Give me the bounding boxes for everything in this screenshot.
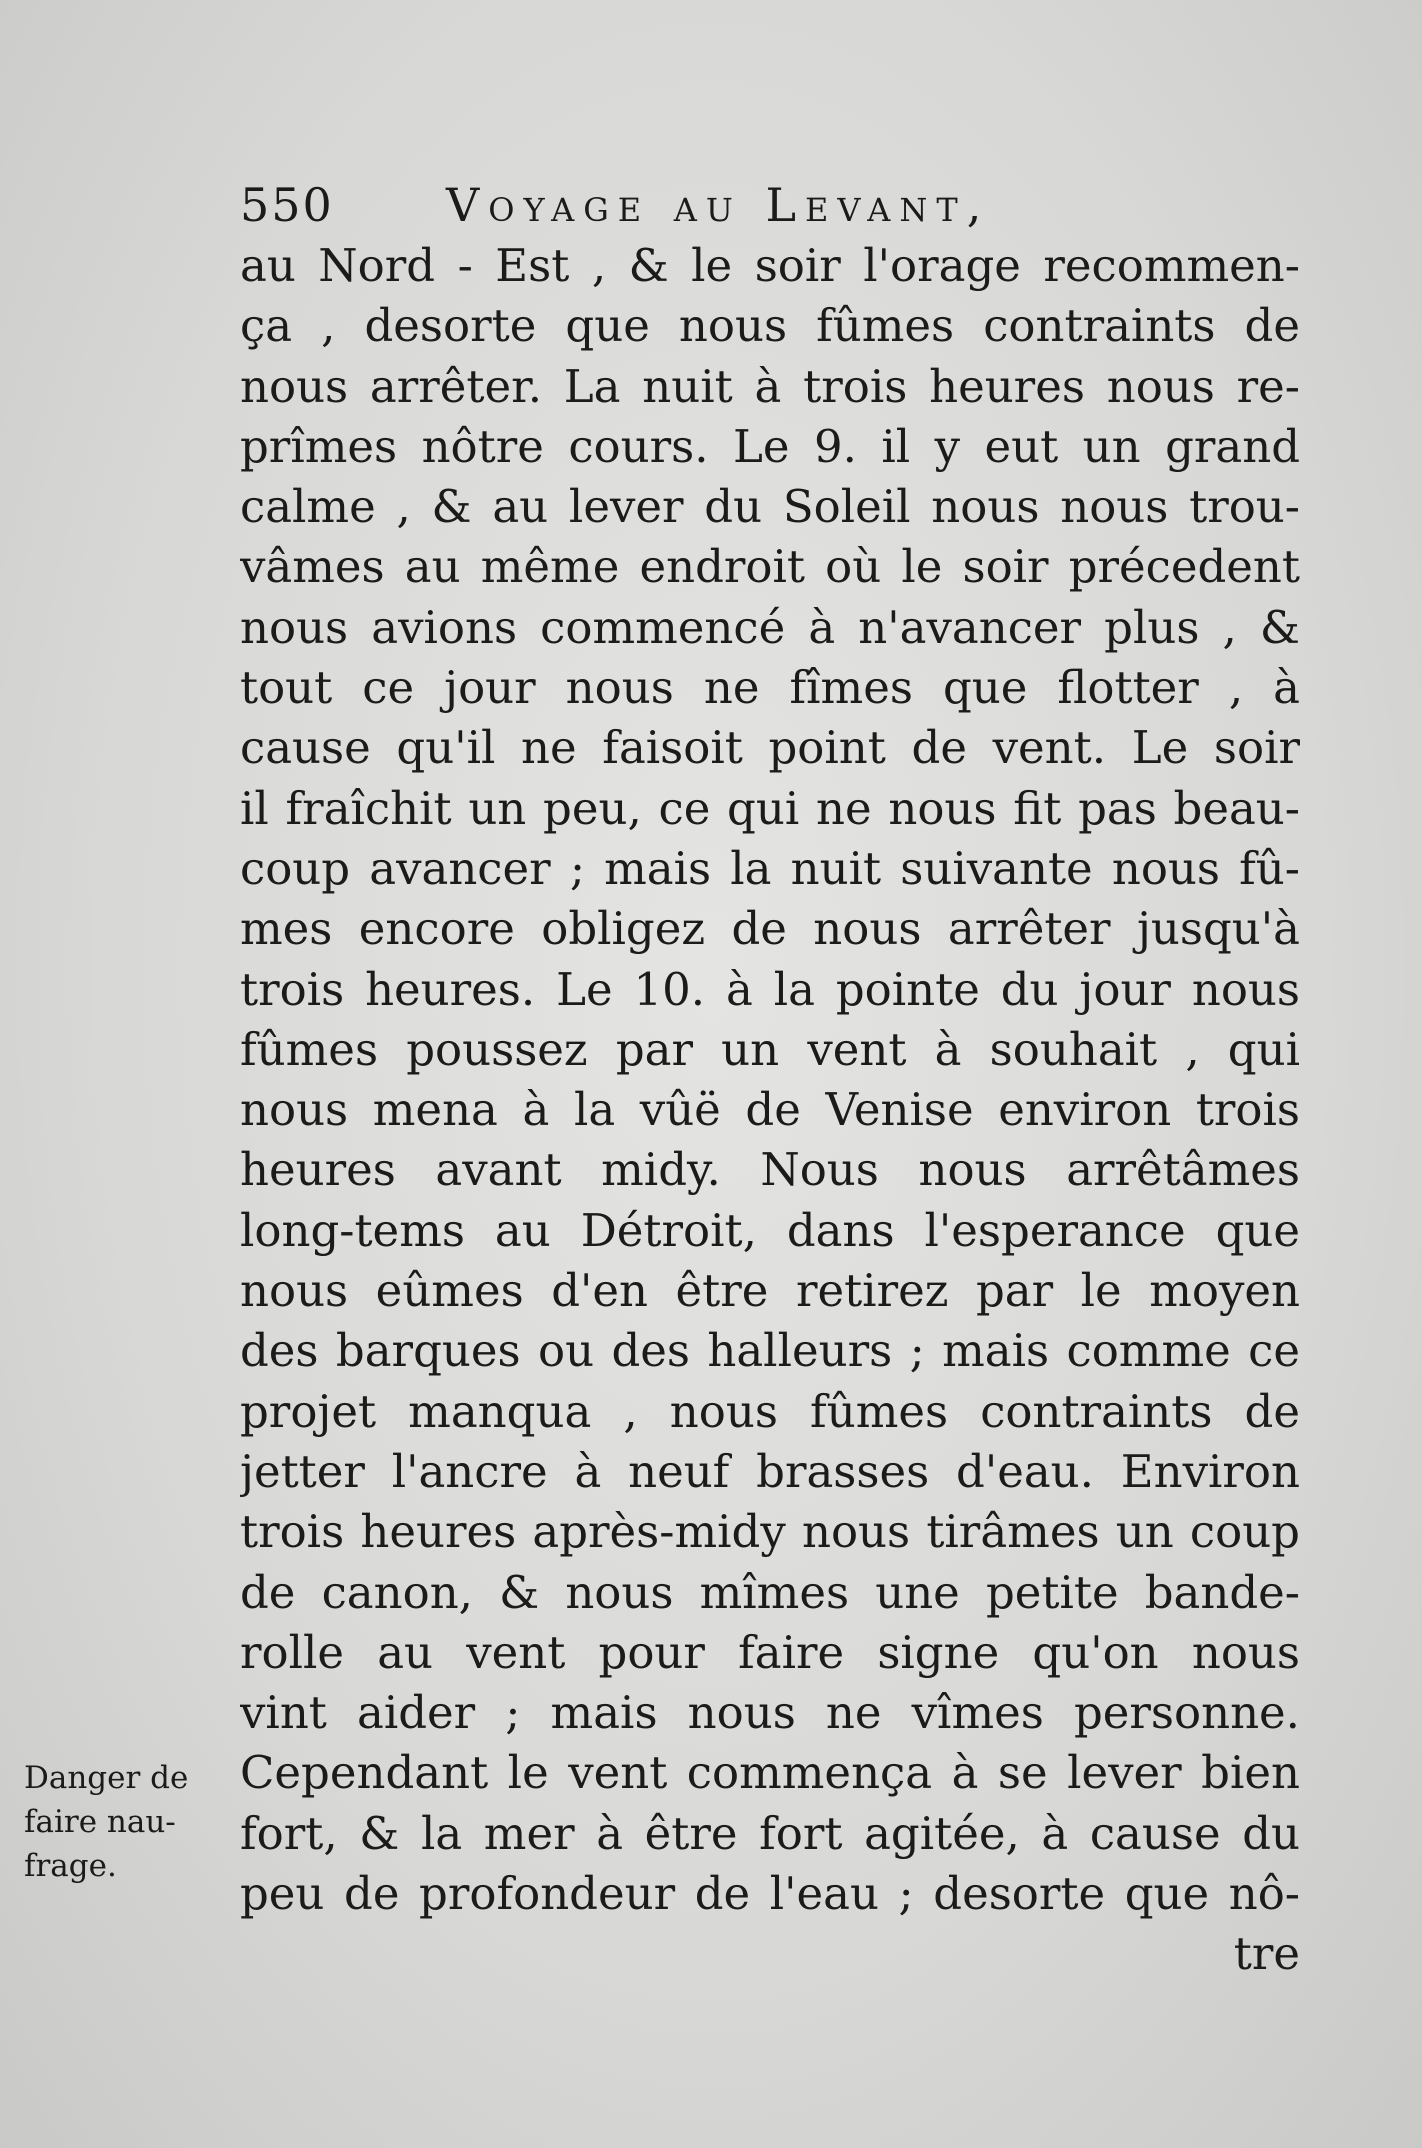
text-line: prîmes nôtre cours. Le 9. il y eut un grand [240, 419, 1300, 473]
text-line: fûmes poussez par un vent à souhait , qui [240, 1022, 1300, 1076]
text-line: vint aider ; mais nous ne vîmes personne. [240, 1686, 1300, 1740]
text-line: mes encore obligez de nous arrêter jusqu'à [240, 902, 1300, 956]
text-line: long-tems au Détroit, dans l'esperance que [240, 1203, 1300, 1257]
text-line: calme , & au lever du Soleil nous nous trou- [240, 480, 1300, 534]
text-line: projet manqua , nous fûmes contraints de [240, 1384, 1300, 1438]
text-line: trois heures. Le 10. à la pointe du jour nous [240, 962, 1300, 1016]
text-line: rolle au vent pour faire signe qu'on nous [240, 1625, 1300, 1679]
margin-note-line: frage. [24, 1848, 117, 1884]
text-line: ça , desorte que nous fûmes contraints de [240, 299, 1300, 353]
text-line: nous avions commencé à n'avancer plus , & [240, 600, 1300, 654]
margin-note-line: Danger de [24, 1760, 189, 1796]
text-line: fort, & la mer à être fort agitée, à cause du [240, 1806, 1300, 1860]
text-line: nous mena à la vûë de Venise environ trois [240, 1083, 1300, 1137]
text-line: au Nord - Est , & le soir l'orage recommen- [240, 239, 1300, 292]
text-line: il fraîchit un peu, ce qui ne nous fit pas beau- [240, 781, 1300, 835]
text-line: jetter l'ancre à neuf brasses d'eau. Environ [240, 1444, 1300, 1498]
text-line: trois heures après-midy nous tirâmes un coup [240, 1505, 1300, 1559]
text-line: nous eûmes d'en être retirez par le moyen [240, 1264, 1300, 1318]
margin-note-line: faire nau- [24, 1804, 176, 1840]
body-text [240, 236, 1300, 1985]
text-line: des barques ou des halleurs ; mais comme ce [240, 1324, 1300, 1378]
running-title: Voyage au Levant, [446, 178, 991, 232]
text-line: Cependant le vent commença à se lever bien [240, 1746, 1300, 1800]
text-line: coup avancer ; mais la nuit suivante nous fû- [240, 841, 1300, 895]
page-number: 550 [240, 178, 334, 232]
text-line: tout ce jour nous ne fîmes que flotter , à [240, 661, 1300, 715]
page-header [240, 178, 1300, 234]
text-line: vâmes au même endroit où le soir précedent [240, 540, 1300, 594]
text-line: peu de profondeur de l'eau ; desorte que nô- [240, 1867, 1300, 1921]
text-line: cause qu'il ne faisoit point de vent. Le soir [240, 721, 1300, 775]
margin-note [24, 1756, 229, 1888]
text-line: heures avant midy. Nous nous arrêtâmes [240, 1143, 1300, 1197]
text-line: nous arrêter. La nuit à trois heures nous re- [240, 359, 1300, 413]
text-line: de canon, & nous mîmes une petite bande- [240, 1565, 1300, 1619]
text-line: tre [1233, 1927, 1300, 1981]
